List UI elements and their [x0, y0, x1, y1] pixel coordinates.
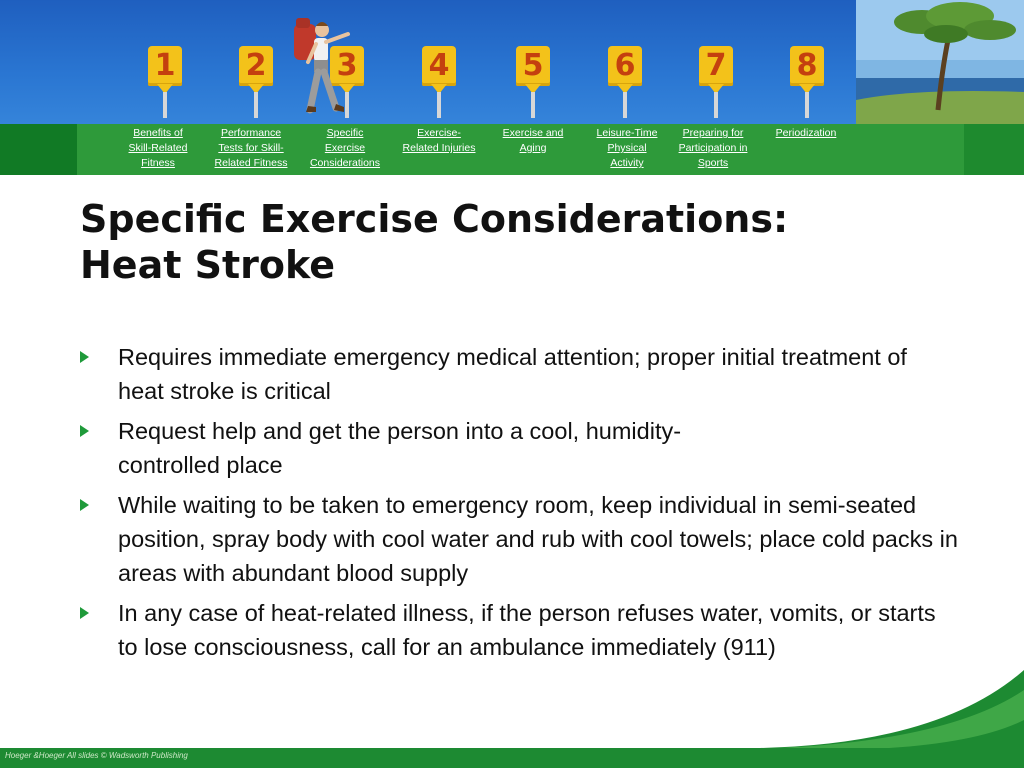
step-number: 5: [522, 48, 544, 83]
nav-link-performance-tests[interactable]: Performance Tests for Skill- Related Fitness: [214, 127, 288, 169]
nav-link-exercise-and-aging[interactable]: Exercise and Aging: [502, 127, 564, 154]
section-nav: [0, 124, 1024, 175]
bullet-item: [78, 340, 958, 408]
step-sign-5: [516, 46, 550, 118]
slide-title-line-2: Heat Stroke: [80, 243, 336, 287]
step-number: 3: [336, 48, 358, 83]
bullet-item: [78, 488, 958, 590]
nav-link-specific-exercise-considerations[interactable]: Specific Exercise Considerations: [309, 127, 381, 169]
nav-right-block: [964, 124, 1024, 175]
step-sign-7: [699, 46, 733, 118]
step-number: 2: [245, 48, 267, 83]
nav-left-block: [0, 124, 77, 175]
bullet-text: Request help and get the person into a cool, humidity-controlled place: [118, 418, 682, 478]
copyright-text: Hoeger &Hoeger All slides © Wadsworth Publishing: [5, 751, 188, 760]
step-number: 1: [154, 48, 176, 83]
bullet-text: While waiting to be taken to emergency room, keep individual in semi-seated position, spray body with cool water and rub with cool towels; place cold packs in areas with abundant blood supply: [118, 492, 958, 586]
step-sign-1: [148, 46, 182, 118]
step-number: 8: [796, 48, 818, 83]
bullet-text: Requires immediate emergency medical attention; proper initial treatment of heat stroke is critical: [118, 344, 907, 404]
bullet-arrow-icon: [80, 607, 89, 619]
bullet-list: [78, 340, 958, 670]
bullet-arrow-icon: [80, 351, 89, 363]
nav-link-preparing-for-participation[interactable]: Preparing for Participation in Sports: [678, 127, 748, 169]
step-sign-2: [239, 46, 273, 118]
bullet-arrow-icon: [80, 499, 89, 511]
nav-link-periodization[interactable]: Periodization: [775, 127, 837, 139]
nav-link-leisure-time-physical-activity[interactable]: Leisure-Time Physical Activity: [596, 127, 658, 169]
nav-link-benefits-of-skill-related-fitness[interactable]: Benefits of Skill-Related Fitness: [128, 127, 188, 169]
slide-title: [80, 196, 980, 288]
bullet-arrow-icon: [80, 425, 89, 437]
step-number: 4: [428, 48, 450, 83]
bullet-item: [78, 414, 958, 482]
step-number: 6: [614, 48, 636, 83]
slide-title-line-1: Specific Exercise Considerations:: [80, 197, 789, 241]
bullet-text: In any case of heat-related illness, if the person refuses water, vomits, or starts to lose consciousness, call for an ambulance immediately (911): [118, 600, 936, 660]
step-sign-8: [790, 46, 824, 118]
header-banner: [0, 0, 1024, 124]
hiker-illustration: [282, 14, 362, 124]
step-number: 7: [705, 48, 727, 83]
step-sign-4: [422, 46, 456, 118]
step-sign-6: [608, 46, 642, 118]
coastal-tree-illustration: [856, 0, 1024, 124]
nav-link-exercise-related-injuries[interactable]: Exercise- Related Injuries: [402, 127, 476, 154]
